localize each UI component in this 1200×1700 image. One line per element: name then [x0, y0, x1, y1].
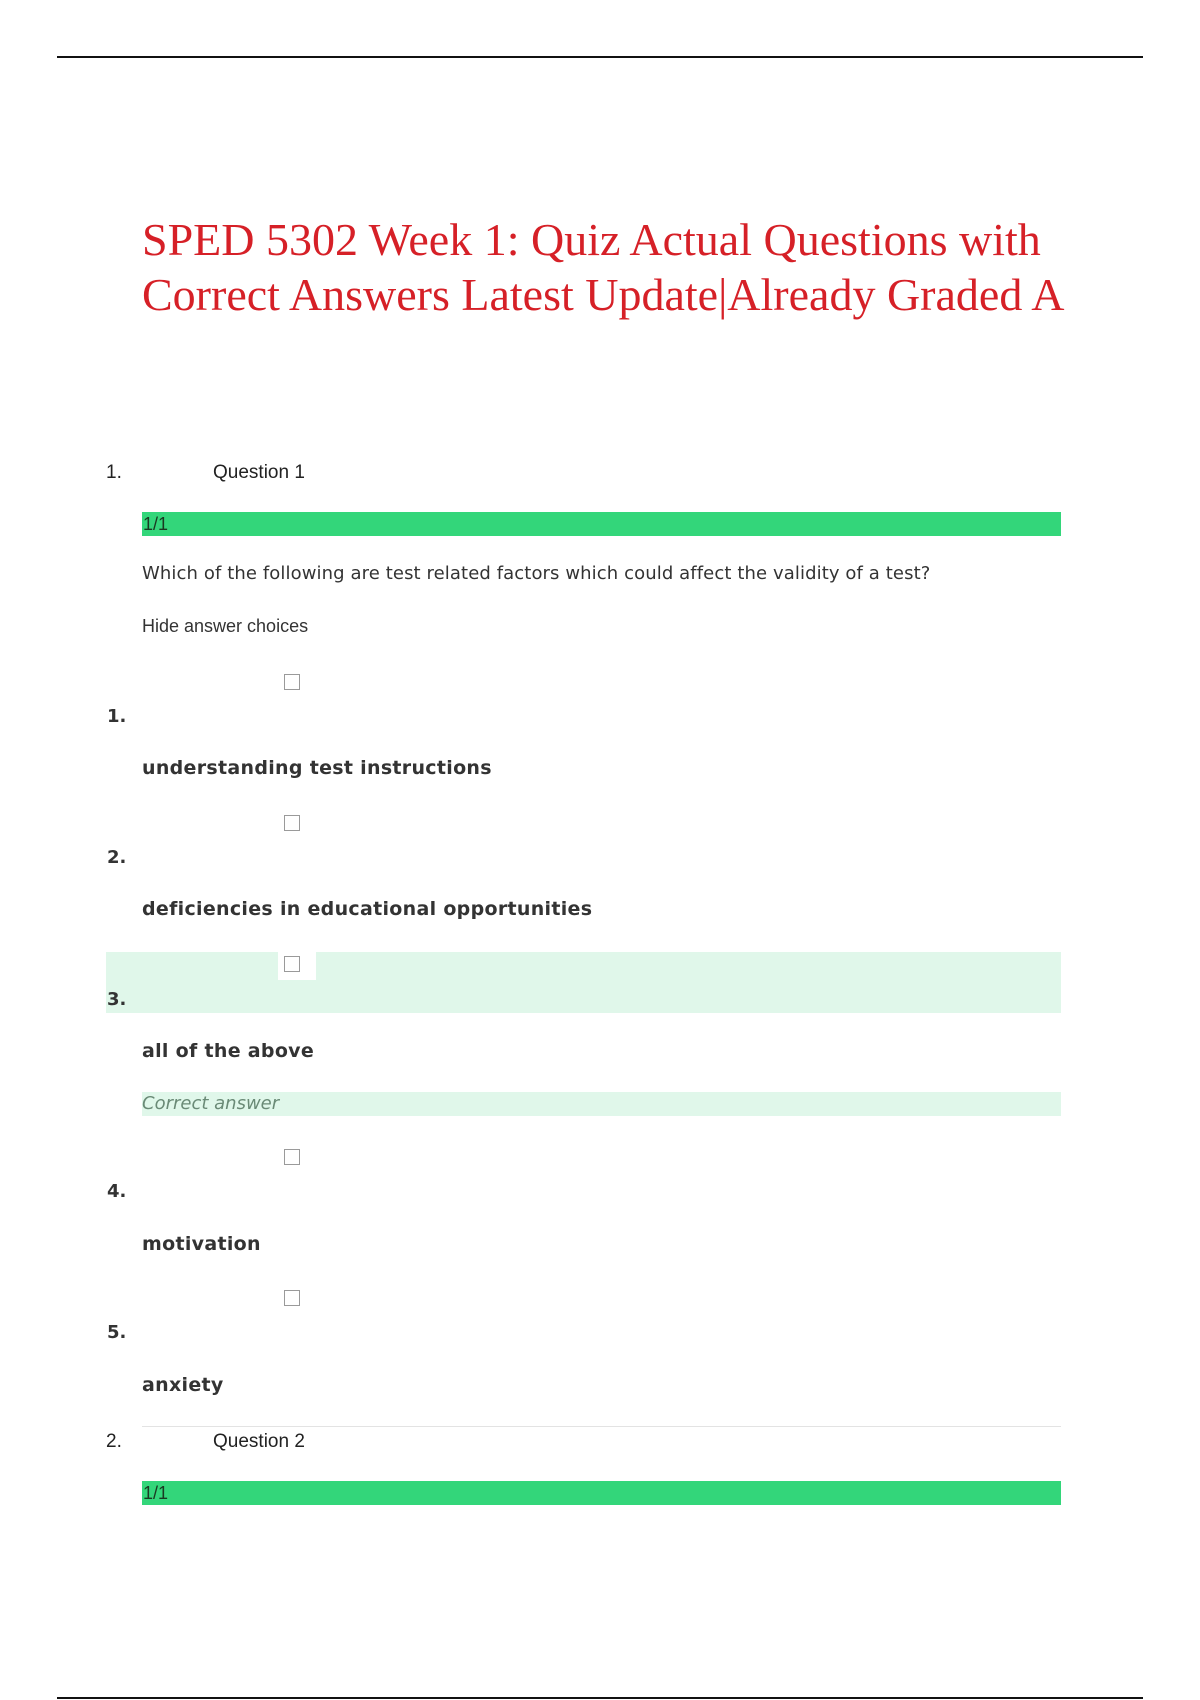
question-label: Question 1 [213, 462, 305, 483]
question-1-prompt: Which of the following are test related factors which could affect the validity of a test? [142, 563, 931, 584]
document-title: SPED 5302 Week 1: Quiz Actual Questions with Correct Answers Latest Update|Already Graded A [142, 214, 1065, 320]
option-2-number: 2. [107, 847, 127, 868]
correct-option-highlight [106, 952, 1061, 1013]
hide-answer-choices-link[interactable]: Hide answer choices [142, 616, 309, 636]
question-number: 1. [106, 462, 122, 483]
top-rule [57, 56, 1143, 58]
option-4-checkbox[interactable] [284, 1149, 300, 1165]
option-2-text: deficiencies in educational opportunities [142, 898, 593, 920]
option-1-text: understanding test instructions [142, 757, 492, 779]
option-3-number: 3. [107, 989, 127, 1010]
question-1-score-bar: 1/1 [142, 512, 1061, 536]
option-3-checkbox[interactable] [284, 956, 300, 972]
option-4-text: motivation [142, 1233, 261, 1255]
option-5-number: 5. [107, 1322, 127, 1343]
option-2-checkbox[interactable] [284, 815, 300, 831]
option-1-checkbox[interactable] [284, 674, 300, 690]
question-number: 2. [106, 1431, 122, 1452]
bottom-rule [57, 1697, 1143, 1699]
option-4-number: 4. [107, 1181, 127, 1202]
correct-answer-label: Correct answer [142, 1092, 1061, 1116]
option-3-text: all of the above [142, 1040, 315, 1062]
question-2-score-bar: 1/1 [142, 1481, 1061, 1505]
question-label: Question 2 [213, 1431, 305, 1452]
option-5-text: anxiety [142, 1374, 224, 1396]
question-separator [142, 1426, 1061, 1427]
option-5-checkbox[interactable] [284, 1290, 300, 1306]
option-1-number: 1. [107, 706, 127, 727]
